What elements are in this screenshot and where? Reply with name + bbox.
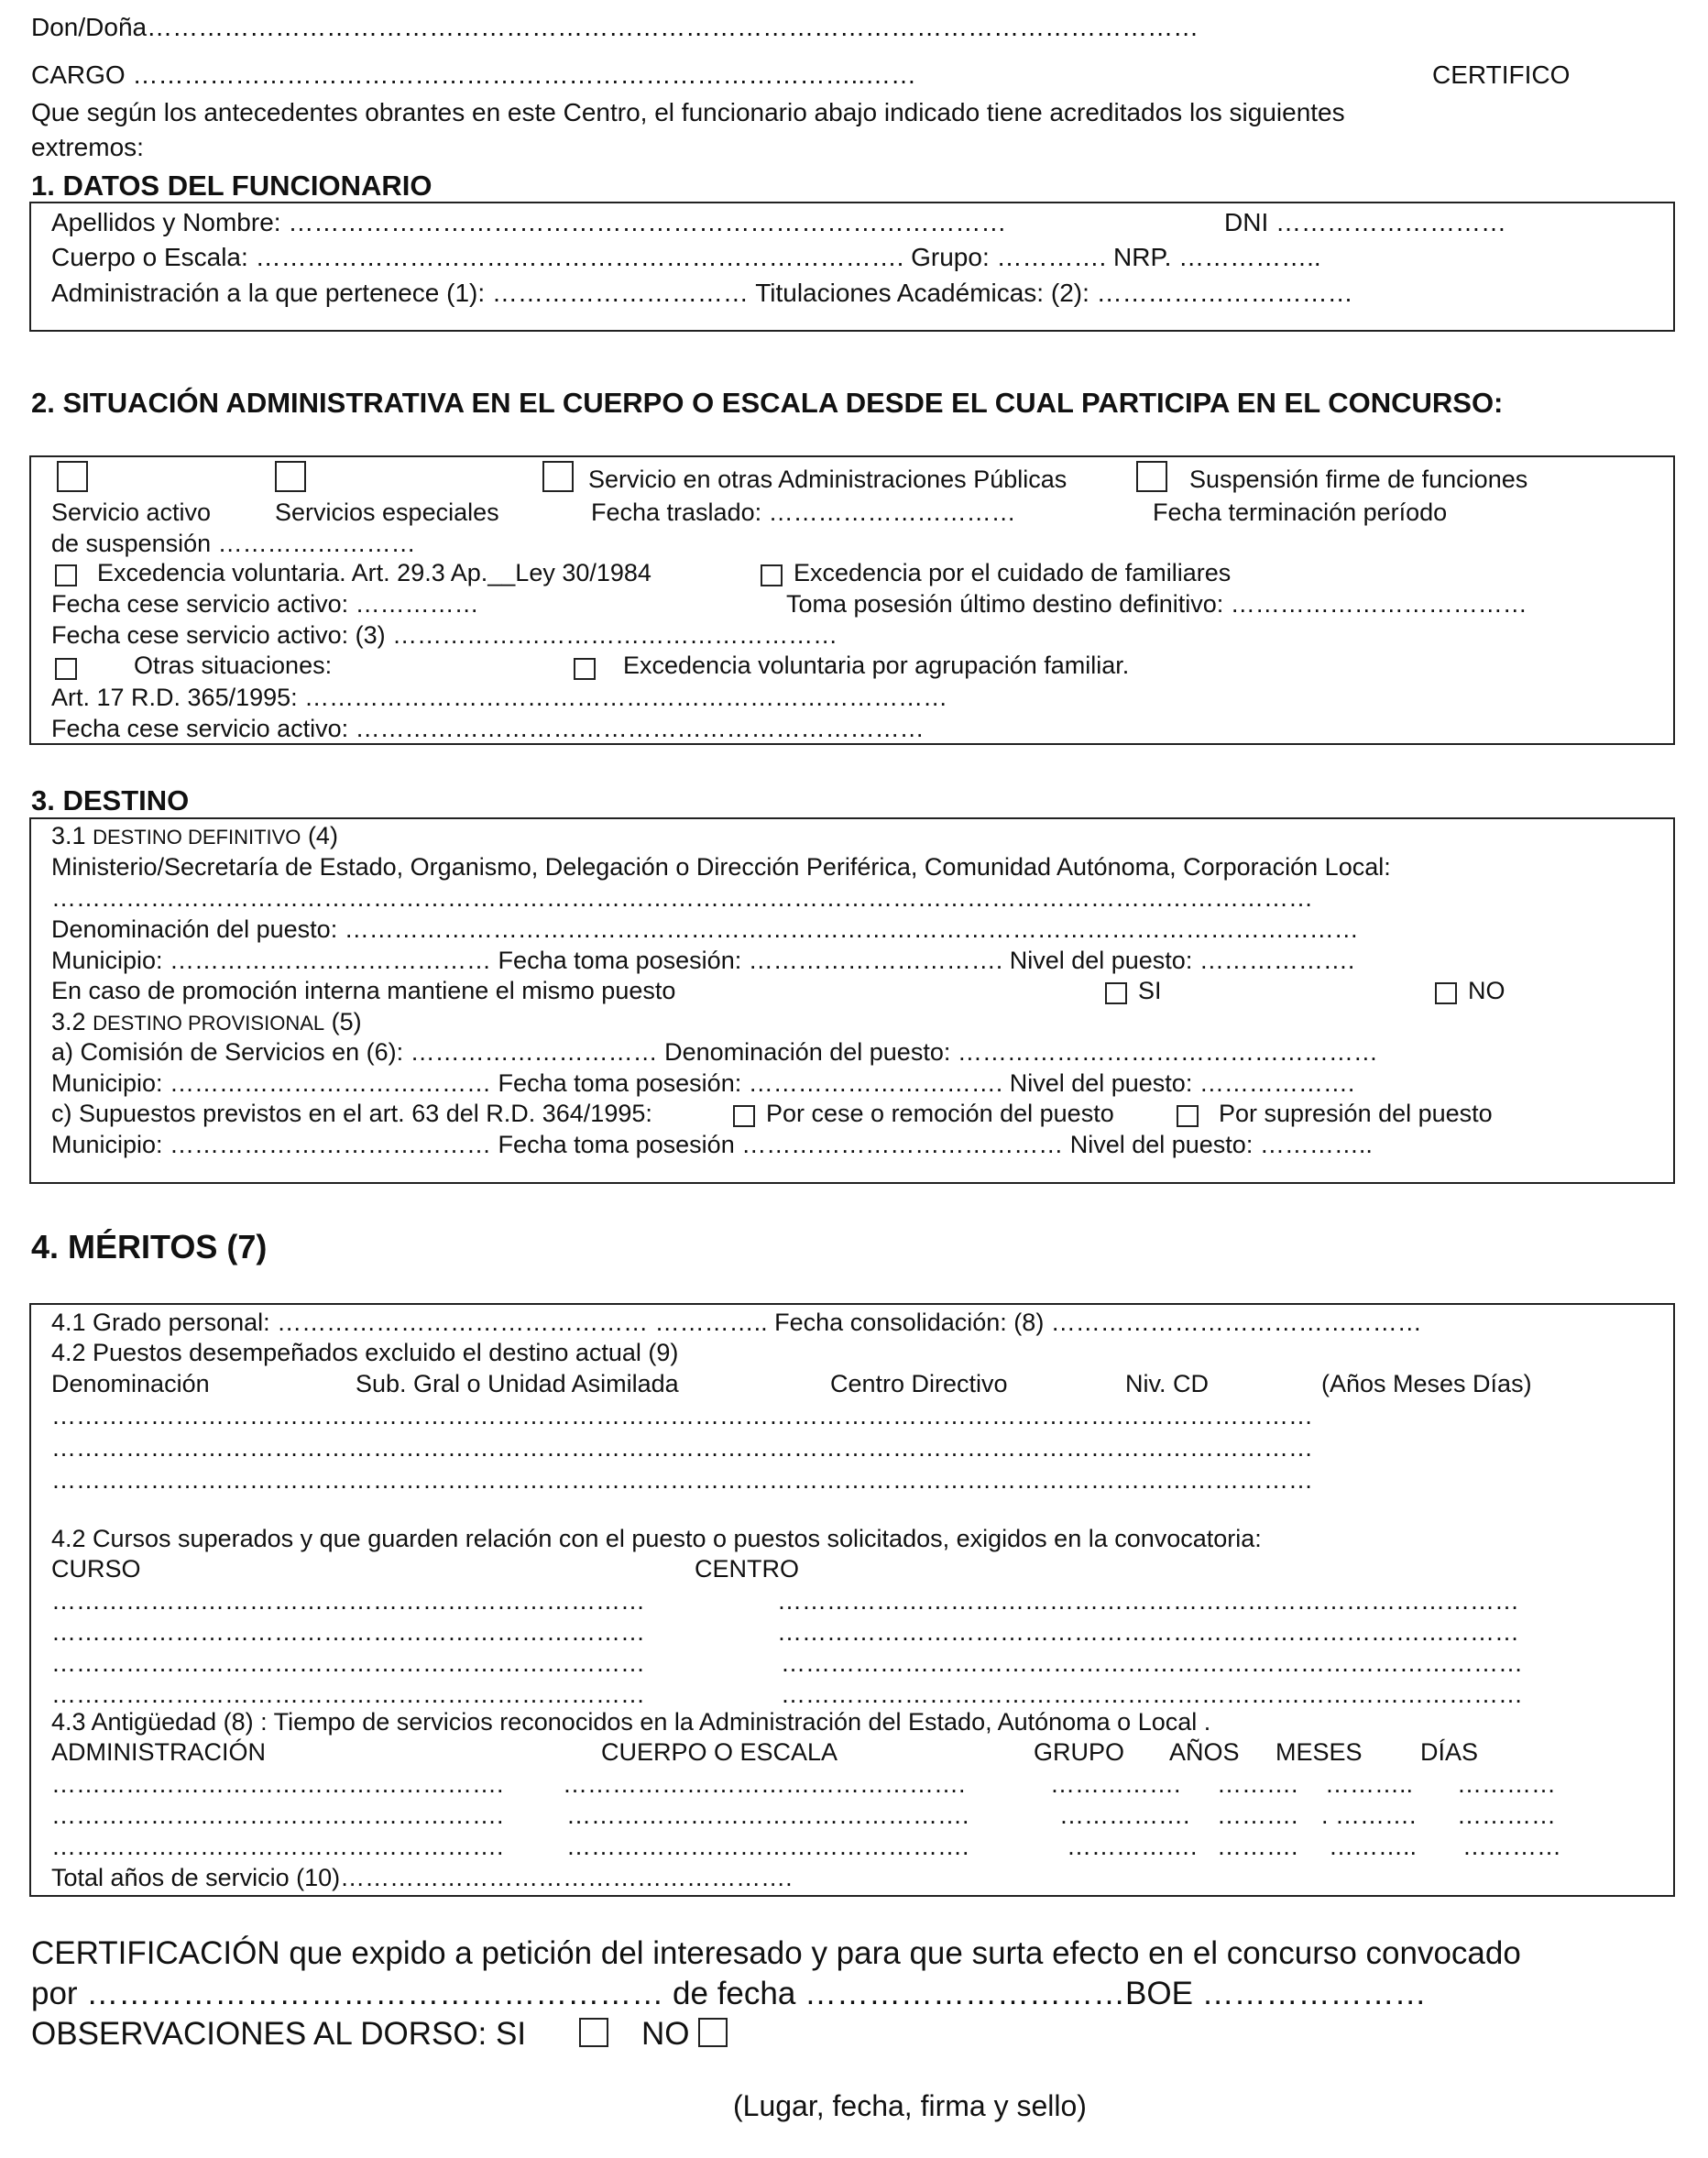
puestos-row[interactable]: ……………………………………………………………………………………………………………………………………… <box>51 1434 1313 1462</box>
ministerio-label: Ministerio/Secretaría de Estado, Organismo, Delegación o Dirección Periférica, Comunidad Autónoma, Corporación Local: <box>51 853 1391 881</box>
administracion-field[interactable]: Administración a la que pertenece (1): ………………………… Titulaciones Académicas: (2): ………………………… <box>51 279 1353 307</box>
excedencia-agrupacion-checkbox[interactable] <box>574 654 596 684</box>
fecha-traslado-field[interactable]: Fecha traslado: ………………………… <box>591 498 1016 526</box>
puestos-row[interactable]: ……………………………………………………………………………………………………………………………………… <box>51 1402 1313 1430</box>
fecha-cese-final-field[interactable]: Fecha cese servicio activo: …………………………………………………………… <box>51 715 925 742</box>
promocion-no-checkbox[interactable] <box>1435 979 1457 1008</box>
centro-field[interactable]: ……………………………………………………………………………… <box>781 1681 1523 1708</box>
puestos-row[interactable]: ……………………………………………………………………………………………………………………………………… <box>51 1466 1313 1494</box>
por-supresion-label: Por supresión del puesto <box>1219 1100 1493 1127</box>
antig-cuerpo-field[interactable]: …………………………………………. <box>566 1802 969 1829</box>
art17-field[interactable]: Art. 17 R.D. 365/1995: …………………………………………………………………… <box>51 684 948 711</box>
col-centro: CENTRO <box>695 1555 799 1583</box>
centro-field[interactable]: ……………………………………………………………………………… <box>781 1649 1523 1677</box>
antig-dias-field[interactable]: ………… <box>1457 1802 1556 1829</box>
ministerio-field[interactable]: ……………………………………………………………………………………………………………………………………… <box>51 884 1313 912</box>
suspension-checkbox[interactable] <box>1136 461 1167 496</box>
promocion-no-label: NO <box>1468 977 1505 1004</box>
antig-adm-field[interactable]: ………………………………………………. <box>51 1802 504 1829</box>
section-1-title: 1. DATOS DEL FUNCIONARIO <box>31 170 432 202</box>
de-suspension-field[interactable]: de suspensión …………………… <box>51 530 416 557</box>
antig-meses-field[interactable]: . ………. <box>1321 1802 1417 1829</box>
antig-anos-field[interactable]: ………. <box>1217 1770 1298 1798</box>
cuerpo-field[interactable]: Cuerpo o Escala: …………………………………………………………………. Grupo: …………. NRP. …………….. <box>51 243 1321 271</box>
municipio-field-3[interactable]: Municipio: ………………………………… Fecha toma posesión ………………………………… Nivel del puesto: ………….. <box>51 1131 1373 1158</box>
col-denominacion: Denominación <box>51 1370 210 1397</box>
antig-dias-field[interactable]: ………… <box>1462 1833 1561 1860</box>
col-administracion: ADMINISTRACIÓN <box>51 1738 267 1766</box>
suspension-label: Suspensión firme de funciones <box>1189 466 1528 493</box>
lugar-fecha-firma: (Lugar, fecha, firma y sello) <box>733 2089 1087 2122</box>
antig-adm-field[interactable]: ………………………………………………. <box>51 1770 504 1798</box>
col-subgral: Sub. Gral o Unidad Asimilada <box>356 1370 679 1397</box>
intro-text-line-2: extremos: <box>31 133 144 161</box>
cargo-line: CARGO …………………………………………………………………………..…… <box>31 60 917 89</box>
promocion-label: En caso de promoción interna mantiene el mismo puesto <box>51 977 676 1004</box>
antiguedad-label: 4.3 Antigüedad (8) : Tiempo de servicios reconocidos en la Administración del Estado, Autónoma o Local . <box>51 1708 1211 1736</box>
antig-cuerpo-field[interactable]: …………………………………………. <box>566 1833 969 1860</box>
excedencia-agrupacion-label: Excedencia voluntaria por agrupación familiar. <box>623 652 1130 679</box>
section-2-title: 2. SITUACIÓN ADMINISTRATIVA EN EL CUERPO O ESCALA DESDE EL CUAL PARTICIPA EN EL CONCURSO: <box>31 387 1504 419</box>
observaciones-no-checkbox[interactable] <box>698 2018 728 2051</box>
antig-anos-field[interactable]: ………. <box>1217 1802 1298 1829</box>
promocion-si-checkbox[interactable] <box>1105 979 1127 1008</box>
centro-field[interactable]: ……………………………………………………………………………… <box>777 1587 1519 1615</box>
municipio-field-1[interactable]: Municipio: ………………………………… Fecha toma posesión: …………………………. Nivel del puesto: ………………. <box>51 947 1355 974</box>
excedencia-familiares-checkbox[interactable] <box>761 561 783 590</box>
col-dias: DÍAS <box>1420 1738 1479 1766</box>
destino-provisional-heading: 3.2 DESTINO PROVISIONAL (5) <box>51 1008 362 1035</box>
col-anos: AÑOS <box>1169 1738 1240 1766</box>
antig-grupo-field[interactable]: ……………. <box>1050 1770 1181 1798</box>
fecha-cese-field-1[interactable]: Fecha cese servicio activo: …………… <box>51 590 479 618</box>
antig-grupo-field[interactable]: ……………. <box>1067 1833 1198 1860</box>
col-anios-meses-dias: (Años Meses Días) <box>1321 1370 1532 1397</box>
promocion-si-label: SI <box>1138 977 1162 1004</box>
por-cese-checkbox[interactable] <box>733 1101 755 1131</box>
observaciones-no-label: NO <box>641 2016 690 2052</box>
excedencia-voluntaria-label: Excedencia voluntaria. Art. 29.3 Ap.__Ley 30/1984 <box>97 559 651 586</box>
curso-field[interactable]: ……………………………………………………………… <box>51 1618 645 1646</box>
municipio-field-2[interactable]: Municipio: ………………………………… Fecha toma posesión: …………………………. Nivel del puesto: ………………. <box>51 1069 1355 1097</box>
section-4-title: 4. MÉRITOS (7) <box>31 1228 268 1265</box>
dni-field[interactable]: DNI ……………………… <box>1224 208 1506 236</box>
antig-anos-field[interactable]: ………. <box>1217 1833 1298 1860</box>
servicio-activo-checkbox[interactable] <box>57 461 88 496</box>
antig-meses-field[interactable]: ……….. <box>1325 1770 1414 1798</box>
destino-definitivo-heading: 3.1 DESTINO DEFINITIVO (4) <box>51 822 338 849</box>
excedencia-familiares-label: Excedencia por el cuidado de familiares <box>794 559 1232 586</box>
denominacion-field[interactable]: Denominación del puesto: …………………………………………………………………………………………………………… <box>51 915 1359 943</box>
antig-grupo-field[interactable]: ……………. <box>1059 1802 1190 1829</box>
fecha-cese-field-3[interactable]: Fecha cese servicio activo: (3) ……………………………………………… <box>51 621 838 649</box>
antig-adm-field[interactable]: ………………………………………………. <box>51 1833 504 1860</box>
grado-personal-field[interactable]: 4.1 Grado personal: ……………………………………… ………….. Fecha consolidación: (8) ……………………………………… <box>51 1309 1422 1336</box>
por-supresion-checkbox[interactable] <box>1177 1101 1199 1131</box>
otras-administraciones-checkbox[interactable] <box>542 461 574 496</box>
section-3-title: 3. DESTINO <box>31 784 190 816</box>
cursos-label: 4.2 Cursos superados y que guarden relación con el puesto o puestos solicitados, exigidos en la convocatoria: <box>51 1525 1262 1552</box>
col-meses: MESES <box>1276 1738 1363 1766</box>
supuestos-label: c) Supuestos previstos en el art. 63 del R.D. 364/1995: <box>51 1100 652 1127</box>
col-niv-cd: Niv. CD <box>1125 1370 1209 1397</box>
certificacion-line-2[interactable]: por ……………………………………………… de fecha …………………………BOE ………………… <box>31 1976 1427 2011</box>
antig-meses-field[interactable]: ……….. <box>1329 1833 1418 1860</box>
curso-field[interactable]: ……………………………………………………………… <box>51 1649 645 1677</box>
puestos-label: 4.2 Puestos desempeñados excluido el destino actual (9) <box>51 1339 679 1366</box>
excedencia-voluntaria-checkbox[interactable] <box>55 561 77 590</box>
toma-posesion-field[interactable]: Toma posesión último destino definitivo: ……………………………… <box>786 590 1527 618</box>
col-curso: CURSO <box>51 1555 141 1583</box>
comision-field[interactable]: a) Comisión de Servicios en (6): ………………………… Denominación del puesto: …………………………………………… <box>51 1038 1378 1066</box>
col-centro-directivo: Centro Directivo <box>830 1370 1008 1397</box>
antig-cuerpo-field[interactable]: …………………………………………. <box>563 1770 966 1798</box>
total-anios-field[interactable]: Total años de servicio (10)………………………………………………. <box>51 1864 793 1891</box>
curso-field[interactable]: ……………………………………………………………… <box>51 1587 645 1615</box>
servicios-especiales-checkbox[interactable] <box>275 461 306 496</box>
intro-text-line-1: Que según los antecedentes obrantes en este Centro, el funcionario abajo indicado tiene acreditados los siguientes <box>31 98 1345 126</box>
antig-dias-field[interactable]: ………… <box>1457 1770 1556 1798</box>
observaciones-label: OBSERVACIONES AL DORSO: SI <box>31 2016 527 2052</box>
otras-situaciones-checkbox[interactable] <box>55 654 77 684</box>
otras-administraciones-label: Servicio en otras Administraciones Públicas <box>588 466 1068 493</box>
observaciones-si-checkbox[interactable] <box>579 2018 608 2051</box>
otras-situaciones-label: Otras situaciones: <box>134 652 333 679</box>
don-dona-line: Don/Doña…………………………………………………………………………………………………………… <box>31 13 1199 41</box>
centro-field[interactable]: ……………………………………………………………………………… <box>777 1618 1519 1646</box>
fecha-terminacion-label: Fecha terminación período <box>1153 498 1448 526</box>
curso-field[interactable]: ……………………………………………………………… <box>51 1681 645 1708</box>
servicio-activo-label: Servicio activo <box>51 498 212 526</box>
col-cuerpo-escala: CUERPO O ESCALA <box>601 1738 838 1766</box>
por-cese-label: Por cese o remoción del puesto <box>766 1100 1114 1127</box>
apellidos-field[interactable]: Apellidos y Nombre: ………………………………………………………………………… <box>51 208 1007 236</box>
servicios-especiales-label: Servicios especiales <box>275 498 499 526</box>
col-grupo: GRUPO <box>1034 1738 1125 1766</box>
certifico-label: CERTIFICO <box>1432 60 1571 89</box>
certificacion-line-1: CERTIFICACIÓN que expido a petición del interesado y para que surta efecto en el concurso convocado <box>31 1935 1521 1971</box>
